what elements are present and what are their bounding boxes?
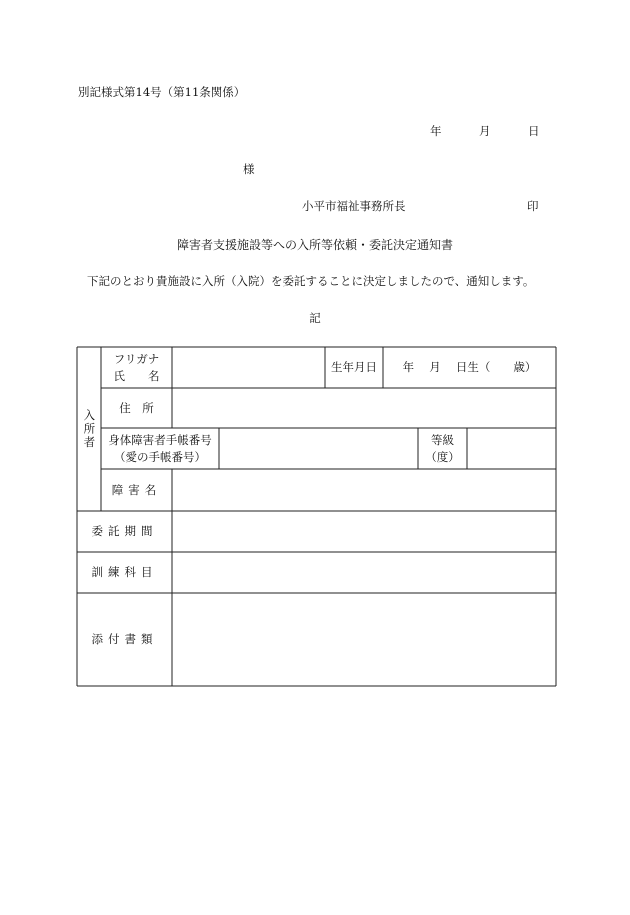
commission-period-label: 委託期間 — [91, 524, 158, 539]
date-day-label: 日 — [528, 124, 540, 138]
disability-name-label: 障害名 — [111, 482, 162, 497]
date-month-label: 月 — [479, 124, 491, 138]
handbook-number-label — [101, 428, 219, 469]
training-subject-field[interactable] — [172, 552, 556, 593]
name-label-text: 氏 名 — [113, 368, 160, 383]
grade-label-line2: （度） — [425, 449, 460, 464]
birthdate-field[interactable]: 年 月 日生（ 歳） — [402, 360, 537, 375]
handbook-number-field[interactable] — [219, 428, 418, 469]
handbook-number-label-line1: 身体障害者手帳番号 — [108, 432, 212, 447]
address-field[interactable] — [172, 388, 556, 428]
grade-label-line1: 等級 — [431, 432, 454, 447]
name-label — [101, 347, 172, 388]
grade-label — [418, 428, 467, 469]
ki-heading: 記 — [309, 311, 321, 325]
seal-mark: 印 — [527, 199, 539, 213]
admittee-group-label: 入所者 — [82, 408, 97, 450]
furigana-label: フリガナ — [113, 351, 160, 366]
intro-text: 下記のとおり貴施設に入所（入院）を委託することに決定しましたので、通知します。 — [87, 274, 535, 288]
attachments-label: 添付書類 — [91, 632, 158, 647]
address-label: 住 所 — [119, 400, 154, 415]
birthdate-label: 生年月日 — [331, 360, 377, 375]
issuer-name: 小平市福祉事務所長 — [302, 199, 406, 213]
attachments-field[interactable] — [172, 593, 556, 686]
handbook-number-label-line2: （愛の手帳番号） — [114, 449, 206, 464]
name-field[interactable] — [172, 347, 325, 388]
disability-name-field[interactable] — [172, 469, 556, 511]
commission-period-field[interactable] — [172, 511, 556, 552]
grade-field[interactable] — [467, 428, 556, 469]
date-year-label: 年 — [430, 124, 442, 138]
form-code: 別記様式第14号（第11条関係） — [78, 85, 246, 99]
addressee-suffix: 様 — [243, 162, 255, 176]
document-title: 障害者支援施設等への入所等依頼・委託決定通知書 — [176, 238, 453, 252]
training-subject-label: 訓練科目 — [91, 565, 158, 580]
